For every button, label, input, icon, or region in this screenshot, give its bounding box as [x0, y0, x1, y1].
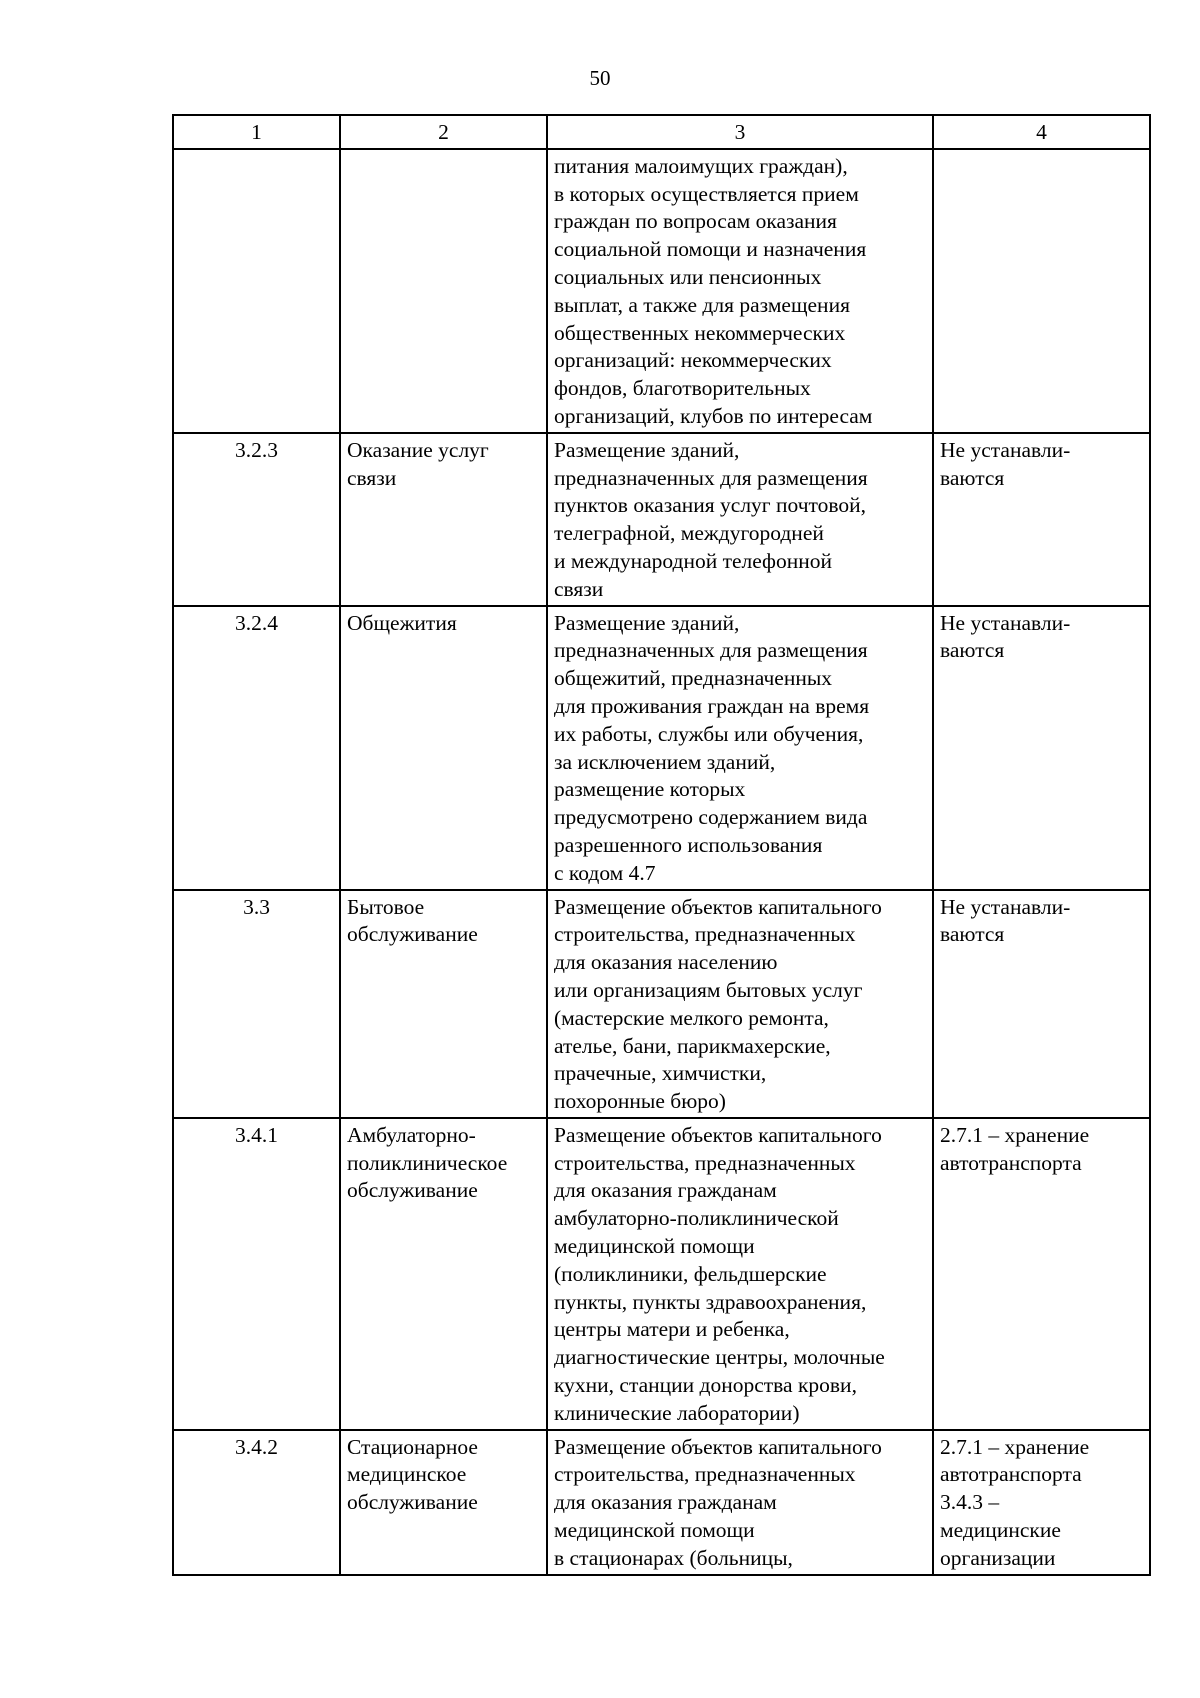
row-name: Стационарное медицинское обслуживание — [340, 1430, 547, 1575]
row-description: Размещение объектов капитального строительства, предназначенных для оказания гражданам медицинской помощи в стационарах (больницы, — [547, 1430, 933, 1575]
row-name: Амбулаторно- поликлиническое обслуживание — [340, 1118, 547, 1430]
row-code: 3.2.4 — [173, 606, 340, 890]
row-description: Размещение зданий, предназначенных для размещения пунктов оказания услуг почтовой, телеграфной, междугородней и международной телефонной связи — [547, 433, 933, 606]
table-header-row — [173, 115, 1150, 149]
table-row — [173, 149, 1150, 433]
table-row — [173, 433, 1150, 606]
header-col-4: 4 — [933, 115, 1150, 149]
row-name: Оказание услуг связи — [340, 433, 547, 606]
row-description: питания малоимущих граждан), в которых осуществляется прием граждан по вопросам оказания социальной помощи и назначения социальных или пенсионных выплат, а также для размещения общественных некоммерческих организаций: некоммерческих фондов, благотворительных организаций, клубов по интересам — [547, 149, 933, 433]
row-note: Не устанавли- ваются — [933, 433, 1150, 606]
row-description: Размещение объектов капитального строительства, предназначенных для оказания населению или организациям бытовых услуг (мастерские мелкого ремонта, ателье, бани, парикмахерские, прачечные, химчистки, похоронные бюро) — [547, 890, 933, 1118]
row-name: Общежития — [340, 606, 547, 890]
row-name: Бытовое обслуживание — [340, 890, 547, 1118]
table-row — [173, 606, 1150, 890]
row-note — [933, 149, 1150, 433]
row-description: Размещение объектов капитального строительства, предназначенных для оказания гражданам амбулаторно-поликлинической медицинской помощи (поликлиники, фельдшерские пункты, пункты здравоохранения, центры матери и ребенка, диагностические центры, молочные кухни, станции донорства крови, клинические лаборатории) — [547, 1118, 933, 1430]
header-col-1: 1 — [173, 115, 340, 149]
row-note: 2.7.1 – хранение автотранспорта 3.4.3 – медицинские организации — [933, 1430, 1150, 1575]
table-row — [173, 1118, 1150, 1430]
row-name — [340, 149, 547, 433]
page-number: 50 — [589, 66, 611, 90]
row-code: 3.4.1 — [173, 1118, 340, 1430]
row-note: 2.7.1 – хранение автотранспорта — [933, 1118, 1150, 1430]
land-use-table — [172, 114, 1151, 1576]
row-note: Не устанавли- ваются — [933, 890, 1150, 1118]
table-row — [173, 1430, 1150, 1575]
row-description: Размещение зданий, предназначенных для размещения общежитий, предназначенных для проживания граждан на время их работы, службы или обучения, за исключением зданий, размещение которых предусмотрено содержанием вида разрешенного использования с кодом 4.7 — [547, 606, 933, 890]
row-note: Не устанавли- ваются — [933, 606, 1150, 890]
row-code: 3.3 — [173, 890, 340, 1118]
row-code: 3.4.2 — [173, 1430, 340, 1575]
row-code: 3.2.3 — [173, 433, 340, 606]
row-code — [173, 149, 340, 433]
table-row — [173, 890, 1150, 1118]
header-col-2: 2 — [340, 115, 547, 149]
header-col-3: 3 — [547, 115, 933, 149]
